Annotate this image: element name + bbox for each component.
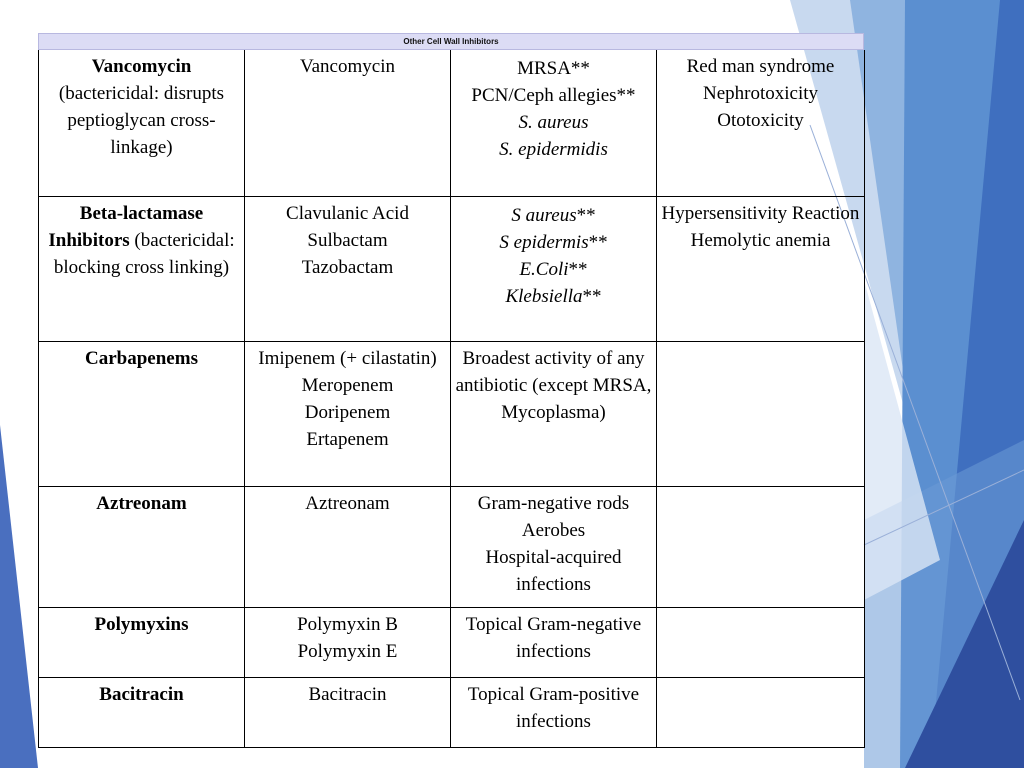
category-description: (bactericidal: blocking cross linking) <box>53 229 235 278</box>
coverage-item: PCN/Ceph allegies** <box>471 85 636 106</box>
adverse-effect: Hypersensitivity Reaction <box>661 202 860 224</box>
organism-name: S epidermis <box>499 231 589 253</box>
adverse-effects-cell <box>657 50 865 196</box>
drug-name: Aztreonam <box>305 492 390 514</box>
drug-name: Meropenem <box>301 374 394 396</box>
left-accent-triangle <box>0 425 38 768</box>
coverage-item: S. aureus <box>518 112 589 133</box>
drugs-cell <box>245 607 451 677</box>
adverse-effect: Red man syndrome <box>686 56 835 77</box>
category-name: Carbapenems <box>85 347 198 369</box>
adverse-effects-cell <box>657 677 865 747</box>
category-name: Vancomycin <box>91 56 192 77</box>
organism-mark: ** <box>582 285 602 307</box>
category-cell <box>39 196 245 341</box>
category-cell <box>39 50 245 196</box>
adverse-effects-cell <box>657 196 865 341</box>
table-row <box>39 50 865 196</box>
organism-mark: ** <box>568 258 588 280</box>
drug-name: Imipenem (+ cilastatin) <box>258 347 437 369</box>
category-cell <box>39 677 245 747</box>
coverage-cell <box>451 50 657 196</box>
adverse-effects-cell <box>657 607 865 677</box>
drug-name: Vancomycin <box>300 56 395 77</box>
category-cell <box>39 341 245 486</box>
organism-name: E.Coli <box>519 258 569 280</box>
category-cell <box>39 486 245 607</box>
coverage-item: Gram-negative rods <box>477 492 630 514</box>
drugs-cell <box>245 341 451 486</box>
organism-name: Klebsiella <box>505 285 583 307</box>
antibiotic-table <box>38 50 865 748</box>
table-row <box>39 677 865 747</box>
coverage-description: Topical Gram-positive infections <box>467 683 640 732</box>
adverse-effects-cell <box>657 486 865 607</box>
coverage-cell <box>451 341 657 486</box>
table-title-bar: Other Cell Wall Inhibitors <box>38 33 864 50</box>
drugs-cell <box>245 196 451 341</box>
coverage-description: Broadest activity of any antibiotic (except MRSA, Mycoplasma) <box>455 347 652 423</box>
table-row <box>39 196 865 341</box>
coverage-item: MRSA** <box>517 58 590 79</box>
drug-name: Polymyxin B <box>297 613 398 635</box>
category-name: Beta-lactamase Inhibitors <box>48 202 204 251</box>
coverage-item <box>452 202 655 229</box>
coverage-item <box>452 283 655 310</box>
organism-mark: ** <box>576 204 596 226</box>
drugs-cell <box>245 50 451 196</box>
category-description: (bactericidal: disrupts peptioglycan cross-linkage) <box>58 83 225 158</box>
organism-mark: ** <box>588 231 608 253</box>
coverage-item: Aerobes <box>521 519 586 541</box>
coverage-cell <box>451 486 657 607</box>
coverage-item: S. epidermidis <box>499 139 608 160</box>
coverage-cell <box>451 607 657 677</box>
drug-name: Polymyxin E <box>297 640 398 662</box>
coverage-item <box>452 229 655 256</box>
category-cell <box>39 607 245 677</box>
coverage-item: Hospital-acquired infections <box>485 546 622 595</box>
drugs-cell <box>245 486 451 607</box>
category-name: Bacitracin <box>99 683 184 705</box>
coverage-item <box>452 256 655 283</box>
table-row <box>39 486 865 607</box>
adverse-effects-cell <box>657 341 865 486</box>
drugs-cell <box>245 677 451 747</box>
table-row <box>39 607 865 677</box>
adverse-effect: Ototoxicity <box>717 110 804 131</box>
drug-name: Tazobactam <box>301 256 394 278</box>
drug-name: Clavulanic Acid <box>286 202 409 224</box>
coverage-cell <box>451 196 657 341</box>
drug-name: Ertapenem <box>306 428 389 450</box>
drug-name: Bacitracin <box>308 683 387 705</box>
adverse-effect: Nephrotoxicity <box>702 83 819 104</box>
organism-name: S aureus <box>511 204 577 226</box>
coverage-description: Topical Gram-negative infections <box>465 613 642 662</box>
adverse-effect: Hemolytic anemia <box>690 229 831 251</box>
table-row <box>39 341 865 486</box>
coverage-cell <box>451 677 657 747</box>
drug-name: Doripenem <box>304 401 391 423</box>
drug-name: Sulbactam <box>307 229 388 251</box>
category-name: Polymyxins <box>94 613 189 635</box>
category-name: Aztreonam <box>96 492 187 514</box>
